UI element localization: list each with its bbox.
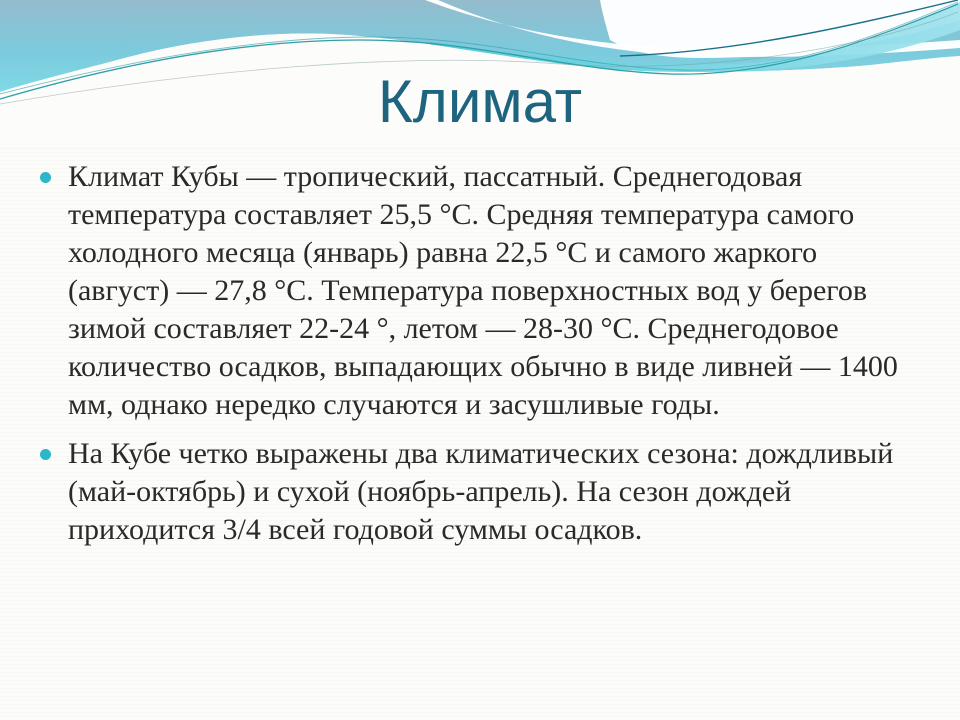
slide-title: Климат [377,68,583,135]
bullet-dot-icon [40,172,51,183]
bullet-point [38,435,918,549]
bullet-point [38,158,918,424]
bullet-text: Климат Кубы — тропический, пассатный. Среднегодовая температура составляет 25,5 °C. Средняя температура самого холодного месяца (январь) равна 22,5 °C и самого жаркого (август) — 27,8 °C. Температура поверхностных вод у берегов зимой составляет 22-24 °, летом — 28-30 °C. Среднегодовое количество осадков, выпадающих обычно в виде ливней — 1400 мм, однако нередко случаются и засушливые годы. [68,160,898,421]
bullet-text: На Кубе четко выражены два климатических сезона: дождливый (май-октябрь) и сухой (ноябрь-апрель). На сезон дождей приходится 3/4 всей годовой суммы осадков. [68,437,894,546]
bullet-dot-icon [40,449,51,460]
slide-body [38,158,918,560]
